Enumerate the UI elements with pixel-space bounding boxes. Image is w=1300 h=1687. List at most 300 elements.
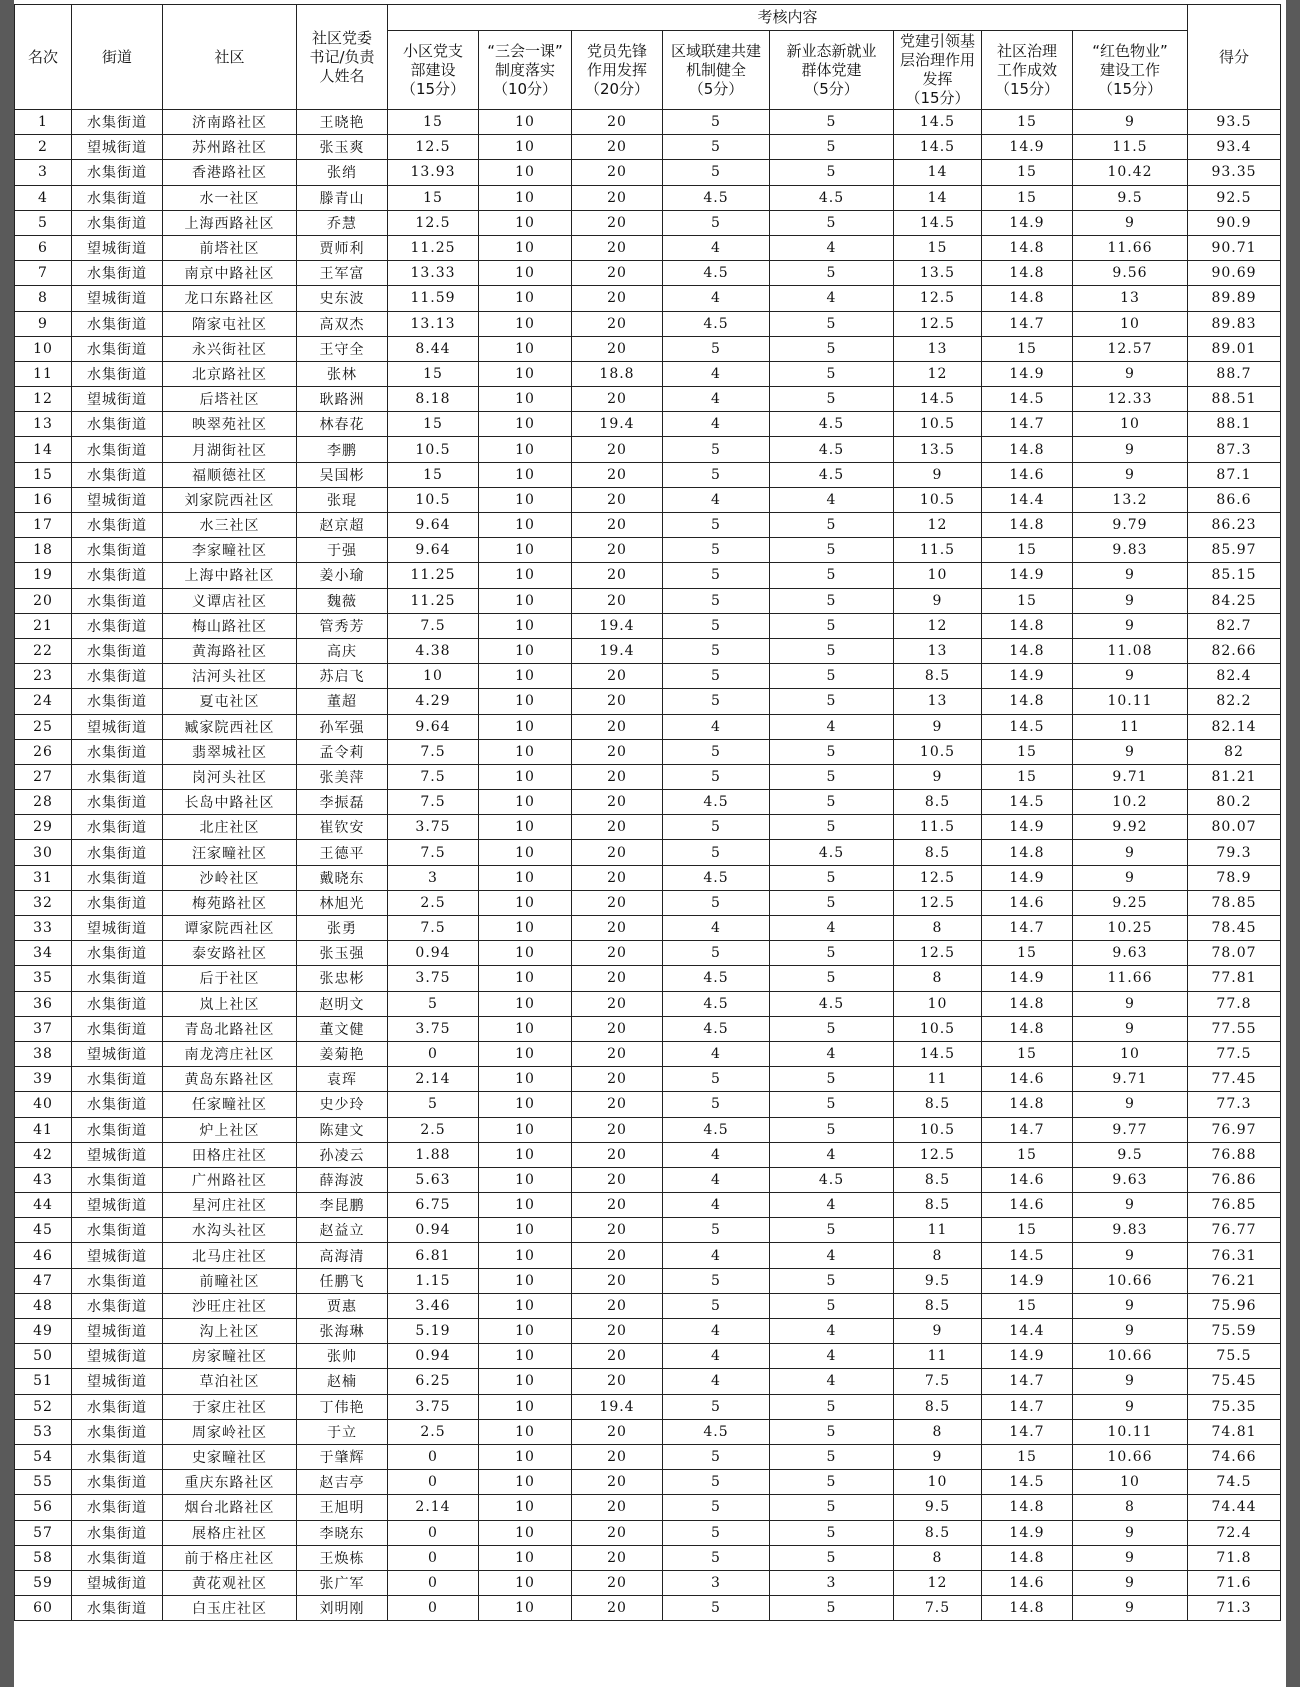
cell-total-score: 86.23 bbox=[1188, 513, 1281, 538]
cell-secretary: 林旭光 bbox=[297, 890, 388, 915]
cell-vanguard: 18.8 bbox=[572, 361, 663, 386]
cell-community: 星河庄社区 bbox=[163, 1193, 297, 1218]
cell-new-employment: 5 bbox=[770, 261, 894, 286]
cell-joint-building: 4 bbox=[663, 1142, 770, 1167]
cell-total-score: 76.97 bbox=[1188, 1117, 1281, 1142]
cell-total-score: 77.45 bbox=[1188, 1067, 1281, 1092]
cell-secretary: 吴国彬 bbox=[297, 462, 388, 487]
cell-community: 史家疃社区 bbox=[163, 1444, 297, 1469]
cell-street: 望城街道 bbox=[72, 1243, 163, 1268]
cell-governance-results: 14.8 bbox=[982, 1495, 1073, 1520]
cell-joint-building: 5 bbox=[663, 613, 770, 638]
score-table bbox=[14, 4, 1281, 1621]
cell-total-score: 89.89 bbox=[1188, 286, 1281, 311]
cell-street: 水集街道 bbox=[72, 110, 163, 135]
cell-red-property: 10 bbox=[1073, 1470, 1188, 1495]
cell-vanguard: 20 bbox=[572, 1041, 663, 1066]
cell-new-employment: 5 bbox=[770, 336, 894, 361]
cell-street: 水集街道 bbox=[72, 966, 163, 991]
cell-red-property: 11 bbox=[1073, 714, 1188, 739]
cell-secretary: 袁珲 bbox=[297, 1067, 388, 1092]
cell-three-meetings: 10 bbox=[479, 462, 572, 487]
cell-three-meetings: 10 bbox=[479, 991, 572, 1016]
cell-branch-building: 6.81 bbox=[388, 1243, 479, 1268]
cell-street: 水集街道 bbox=[72, 1067, 163, 1092]
cell-governance-results: 14.9 bbox=[982, 865, 1073, 890]
cell-community: 北京路社区 bbox=[163, 361, 297, 386]
cell-total-score: 82.66 bbox=[1188, 638, 1281, 663]
cell-street: 水集街道 bbox=[72, 1218, 163, 1243]
cell-rank: 50 bbox=[15, 1344, 72, 1369]
cell-rank: 36 bbox=[15, 991, 72, 1016]
cell-red-property: 9.63 bbox=[1073, 1167, 1188, 1192]
cell-three-meetings: 10 bbox=[479, 790, 572, 815]
cell-three-meetings: 10 bbox=[479, 1344, 572, 1369]
cell-rank: 14 bbox=[15, 437, 72, 462]
cell-joint-building: 5 bbox=[663, 941, 770, 966]
cell-street: 水集街道 bbox=[72, 1419, 163, 1444]
cell-street: 水集街道 bbox=[72, 1016, 163, 1041]
table-row bbox=[15, 1041, 1281, 1066]
cell-secretary: 张绡 bbox=[297, 160, 388, 185]
cell-vanguard: 19.4 bbox=[572, 412, 663, 437]
cell-secretary: 赵吉亭 bbox=[297, 1470, 388, 1495]
cell-branch-building: 0 bbox=[388, 1041, 479, 1066]
cell-joint-building: 5 bbox=[663, 1495, 770, 1520]
cell-rank: 18 bbox=[15, 538, 72, 563]
table-row bbox=[15, 1319, 1281, 1344]
table-row bbox=[15, 1495, 1281, 1520]
cell-red-property: 13.2 bbox=[1073, 487, 1188, 512]
cell-new-employment: 4.5 bbox=[770, 1167, 894, 1192]
cell-branch-building: 15 bbox=[388, 110, 479, 135]
cell-vanguard: 19.4 bbox=[572, 613, 663, 638]
cell-joint-building: 5 bbox=[663, 1545, 770, 1570]
cell-rank: 16 bbox=[15, 487, 72, 512]
header-group-assessment: 考核内容 bbox=[388, 5, 1188, 31]
cell-new-employment: 4 bbox=[770, 1319, 894, 1344]
cell-street: 水集街道 bbox=[72, 1268, 163, 1293]
cell-branch-building: 15 bbox=[388, 185, 479, 210]
cell-community: 后塔社区 bbox=[163, 387, 297, 412]
table-row bbox=[15, 160, 1281, 185]
cell-secretary: 张琨 bbox=[297, 487, 388, 512]
cell-three-meetings: 10 bbox=[479, 1092, 572, 1117]
cell-vanguard: 20 bbox=[572, 1218, 663, 1243]
cell-governance-results: 15 bbox=[982, 538, 1073, 563]
cell-vanguard: 20 bbox=[572, 210, 663, 235]
cell-grassroots-governance: 9.5 bbox=[894, 1495, 982, 1520]
cell-joint-building: 4.5 bbox=[663, 790, 770, 815]
cell-community: 臧家院西社区 bbox=[163, 714, 297, 739]
cell-joint-building: 4.5 bbox=[663, 1117, 770, 1142]
cell-vanguard: 20 bbox=[572, 135, 663, 160]
table-row bbox=[15, 311, 1281, 336]
cell-red-property: 9 bbox=[1073, 1243, 1188, 1268]
cell-rank: 38 bbox=[15, 1041, 72, 1066]
cell-red-property: 9 bbox=[1073, 1319, 1188, 1344]
cell-joint-building: 5 bbox=[663, 689, 770, 714]
cell-total-score: 86.6 bbox=[1188, 487, 1281, 512]
cell-secretary: 董文健 bbox=[297, 1016, 388, 1041]
cell-total-score: 74.66 bbox=[1188, 1444, 1281, 1469]
cell-governance-results: 14.8 bbox=[982, 261, 1073, 286]
cell-red-property: 9.25 bbox=[1073, 890, 1188, 915]
cell-branch-building: 1.88 bbox=[388, 1142, 479, 1167]
cell-street: 水集街道 bbox=[72, 261, 163, 286]
cell-secretary: 王德平 bbox=[297, 840, 388, 865]
cell-total-score: 82.7 bbox=[1188, 613, 1281, 638]
cell-three-meetings: 10 bbox=[479, 487, 572, 512]
header-criterion-line: （5分） bbox=[804, 79, 859, 98]
cell-red-property: 10.11 bbox=[1073, 689, 1188, 714]
header-criterion bbox=[572, 31, 663, 110]
cell-new-employment: 5 bbox=[770, 513, 894, 538]
cell-vanguard: 20 bbox=[572, 1344, 663, 1369]
cell-branch-building: 15 bbox=[388, 462, 479, 487]
cell-grassroots-governance: 11.5 bbox=[894, 538, 982, 563]
cell-governance-results: 14.7 bbox=[982, 1369, 1073, 1394]
cell-rank: 28 bbox=[15, 790, 72, 815]
cell-rank: 32 bbox=[15, 890, 72, 915]
cell-vanguard: 20 bbox=[572, 235, 663, 260]
cell-joint-building: 5 bbox=[663, 336, 770, 361]
cell-new-employment: 5 bbox=[770, 361, 894, 386]
table-row bbox=[15, 739, 1281, 764]
cell-red-property: 9.56 bbox=[1073, 261, 1188, 286]
cell-grassroots-governance: 14.5 bbox=[894, 210, 982, 235]
cell-joint-building: 4 bbox=[663, 916, 770, 941]
cell-three-meetings: 10 bbox=[479, 966, 572, 991]
cell-grassroots-governance: 8 bbox=[894, 1419, 982, 1444]
cell-grassroots-governance: 12.5 bbox=[894, 941, 982, 966]
header-criterion-line: 建设工作 bbox=[1100, 60, 1161, 79]
table-row bbox=[15, 1218, 1281, 1243]
header-criterion-line: （20分） bbox=[584, 79, 650, 98]
cell-branch-building: 11.59 bbox=[388, 286, 479, 311]
cell-total-score: 80.2 bbox=[1188, 790, 1281, 815]
cell-street: 望城街道 bbox=[72, 1369, 163, 1394]
cell-governance-results: 14.7 bbox=[982, 1419, 1073, 1444]
cell-joint-building: 5 bbox=[663, 135, 770, 160]
cell-governance-results: 14.8 bbox=[982, 235, 1073, 260]
cell-street: 水集街道 bbox=[72, 412, 163, 437]
cell-grassroots-governance: 9 bbox=[894, 462, 982, 487]
cell-secretary: 张帅 bbox=[297, 1344, 388, 1369]
cell-new-employment: 5 bbox=[770, 563, 894, 588]
cell-rank: 12 bbox=[15, 387, 72, 412]
cell-branch-building: 12.5 bbox=[388, 135, 479, 160]
cell-secretary: 崔钦安 bbox=[297, 815, 388, 840]
cell-red-property: 8 bbox=[1073, 1495, 1188, 1520]
cell-three-meetings: 10 bbox=[479, 815, 572, 840]
cell-grassroots-governance: 9 bbox=[894, 588, 982, 613]
cell-community: 济南路社区 bbox=[163, 110, 297, 135]
table-row bbox=[15, 664, 1281, 689]
cell-community: 周家岭社区 bbox=[163, 1419, 297, 1444]
cell-street: 水集街道 bbox=[72, 1596, 163, 1621]
cell-new-employment: 5 bbox=[770, 1520, 894, 1545]
cell-joint-building: 4.5 bbox=[663, 966, 770, 991]
cell-rank: 2 bbox=[15, 135, 72, 160]
cell-rank: 42 bbox=[15, 1142, 72, 1167]
header-criterion-line: 工作成效 bbox=[996, 60, 1057, 79]
cell-new-employment: 5 bbox=[770, 865, 894, 890]
cell-branch-building: 2.5 bbox=[388, 1419, 479, 1444]
cell-joint-building: 5 bbox=[663, 815, 770, 840]
cell-joint-building: 5 bbox=[663, 210, 770, 235]
cell-new-employment: 4.5 bbox=[770, 412, 894, 437]
cell-rank: 55 bbox=[15, 1470, 72, 1495]
cell-vanguard: 19.4 bbox=[572, 1394, 663, 1419]
table-row bbox=[15, 210, 1281, 235]
cell-vanguard: 20 bbox=[572, 1495, 663, 1520]
cell-governance-results: 15 bbox=[982, 110, 1073, 135]
cell-three-meetings: 10 bbox=[479, 286, 572, 311]
cell-governance-results: 14.7 bbox=[982, 1394, 1073, 1419]
cell-three-meetings: 10 bbox=[479, 764, 572, 789]
cell-three-meetings: 10 bbox=[479, 1444, 572, 1469]
cell-secretary: 董超 bbox=[297, 689, 388, 714]
header-criterion-line: 部建设 bbox=[410, 60, 456, 79]
cell-three-meetings: 10 bbox=[479, 1268, 572, 1293]
cell-grassroots-governance: 11.5 bbox=[894, 815, 982, 840]
cell-street: 水集街道 bbox=[72, 664, 163, 689]
cell-rank: 30 bbox=[15, 840, 72, 865]
cell-rank: 19 bbox=[15, 563, 72, 588]
table-row bbox=[15, 185, 1281, 210]
cell-street: 水集街道 bbox=[72, 361, 163, 386]
cell-joint-building: 5 bbox=[663, 1268, 770, 1293]
cell-governance-results: 15 bbox=[982, 739, 1073, 764]
cell-community: 前于格庄社区 bbox=[163, 1545, 297, 1570]
cell-community: 长岛中路社区 bbox=[163, 790, 297, 815]
cell-governance-results: 14.8 bbox=[982, 991, 1073, 1016]
cell-community: 龙口东路社区 bbox=[163, 286, 297, 311]
cell-secretary: 姜菊艳 bbox=[297, 1041, 388, 1066]
cell-total-score: 75.45 bbox=[1188, 1369, 1281, 1394]
cell-three-meetings: 10 bbox=[479, 714, 572, 739]
cell-total-score: 76.21 bbox=[1188, 1268, 1281, 1293]
cell-branch-building: 5 bbox=[388, 1092, 479, 1117]
cell-vanguard: 20 bbox=[572, 588, 663, 613]
cell-new-employment: 4 bbox=[770, 916, 894, 941]
cell-street: 水集街道 bbox=[72, 1495, 163, 1520]
table-row bbox=[15, 361, 1281, 386]
cell-vanguard: 20 bbox=[572, 1369, 663, 1394]
cell-rank: 5 bbox=[15, 210, 72, 235]
cell-community: 永兴街社区 bbox=[163, 336, 297, 361]
cell-branch-building: 11.25 bbox=[388, 235, 479, 260]
cell-red-property: 12.57 bbox=[1073, 336, 1188, 361]
cell-governance-results: 14.6 bbox=[982, 1193, 1073, 1218]
cell-joint-building: 4 bbox=[663, 387, 770, 412]
cell-total-score: 76.86 bbox=[1188, 1167, 1281, 1192]
cell-new-employment: 4 bbox=[770, 1243, 894, 1268]
cell-governance-results: 14.6 bbox=[982, 1570, 1073, 1595]
cell-three-meetings: 10 bbox=[479, 1041, 572, 1066]
cell-governance-results: 14.7 bbox=[982, 412, 1073, 437]
cell-branch-building: 0.94 bbox=[388, 1218, 479, 1243]
cell-new-employment: 4 bbox=[770, 1041, 894, 1066]
cell-street: 水集街道 bbox=[72, 1444, 163, 1469]
cell-secretary: 姜小瑜 bbox=[297, 563, 388, 588]
cell-community: 北庄社区 bbox=[163, 815, 297, 840]
cell-secretary: 赵益立 bbox=[297, 1218, 388, 1243]
cell-new-employment: 4.5 bbox=[770, 185, 894, 210]
cell-secretary: 史东波 bbox=[297, 286, 388, 311]
cell-governance-results: 14.8 bbox=[982, 689, 1073, 714]
cell-branch-building: 10.5 bbox=[388, 437, 479, 462]
cell-governance-results: 14.8 bbox=[982, 513, 1073, 538]
cell-grassroots-governance: 10.5 bbox=[894, 739, 982, 764]
cell-community: 广州路社区 bbox=[163, 1167, 297, 1192]
cell-grassroots-governance: 8.5 bbox=[894, 1394, 982, 1419]
cell-community: 重庆东路社区 bbox=[163, 1470, 297, 1495]
cell-total-score: 90.71 bbox=[1188, 235, 1281, 260]
cell-vanguard: 20 bbox=[572, 1016, 663, 1041]
cell-grassroots-governance: 8.5 bbox=[894, 664, 982, 689]
cell-joint-building: 3 bbox=[663, 1570, 770, 1595]
cell-red-property: 9 bbox=[1073, 1193, 1188, 1218]
cell-secretary: 李晓东 bbox=[297, 1520, 388, 1545]
cell-community: 前疃社区 bbox=[163, 1268, 297, 1293]
header-criterion-line: 作用发挥 bbox=[586, 60, 647, 79]
cell-total-score: 75.5 bbox=[1188, 1344, 1281, 1369]
cell-grassroots-governance: 14.5 bbox=[894, 387, 982, 412]
cell-red-property: 9 bbox=[1073, 1520, 1188, 1545]
cell-grassroots-governance: 8.5 bbox=[894, 1167, 982, 1192]
cell-grassroots-governance: 13 bbox=[894, 336, 982, 361]
cell-new-employment: 5 bbox=[770, 538, 894, 563]
cell-vanguard: 20 bbox=[572, 1092, 663, 1117]
cell-vanguard: 20 bbox=[572, 1167, 663, 1192]
cell-red-property: 10 bbox=[1073, 1041, 1188, 1066]
cell-street: 水集街道 bbox=[72, 815, 163, 840]
cell-branch-building: 11.25 bbox=[388, 588, 479, 613]
cell-street: 水集街道 bbox=[72, 563, 163, 588]
cell-three-meetings: 10 bbox=[479, 840, 572, 865]
cell-rank: 29 bbox=[15, 815, 72, 840]
cell-rank: 34 bbox=[15, 941, 72, 966]
cell-vanguard: 20 bbox=[572, 815, 663, 840]
table-row bbox=[15, 1444, 1281, 1469]
cell-red-property: 9 bbox=[1073, 110, 1188, 135]
header-criterion-line: 制度落实 bbox=[494, 60, 555, 79]
cell-vanguard: 20 bbox=[572, 890, 663, 915]
cell-community: 房家疃社区 bbox=[163, 1344, 297, 1369]
header-secretary-line: 人姓名 bbox=[319, 66, 365, 85]
cell-red-property: 11.66 bbox=[1073, 966, 1188, 991]
cell-secretary: 魏薇 bbox=[297, 588, 388, 613]
cell-red-property: 9.63 bbox=[1073, 941, 1188, 966]
cell-three-meetings: 10 bbox=[479, 739, 572, 764]
cell-rank: 52 bbox=[15, 1394, 72, 1419]
cell-total-score: 87.3 bbox=[1188, 437, 1281, 462]
cell-branch-building: 9.64 bbox=[388, 538, 479, 563]
cell-three-meetings: 10 bbox=[479, 689, 572, 714]
cell-total-score: 81.21 bbox=[1188, 764, 1281, 789]
cell-branch-building: 13.33 bbox=[388, 261, 479, 286]
cell-secretary: 李昆鹏 bbox=[297, 1193, 388, 1218]
cell-street: 水集街道 bbox=[72, 1092, 163, 1117]
cell-three-meetings: 10 bbox=[479, 1193, 572, 1218]
cell-governance-results: 14.8 bbox=[982, 286, 1073, 311]
cell-red-property: 9 bbox=[1073, 1596, 1188, 1621]
cell-total-score: 75.96 bbox=[1188, 1293, 1281, 1318]
cell-branch-building: 2.5 bbox=[388, 890, 479, 915]
cell-rank: 11 bbox=[15, 361, 72, 386]
cell-joint-building: 5 bbox=[663, 1444, 770, 1469]
cell-community: 草泊社区 bbox=[163, 1369, 297, 1394]
cell-vanguard: 19.4 bbox=[572, 638, 663, 663]
cell-red-property: 10.2 bbox=[1073, 790, 1188, 815]
cell-three-meetings: 10 bbox=[479, 941, 572, 966]
cell-branch-building: 5.19 bbox=[388, 1319, 479, 1344]
cell-vanguard: 20 bbox=[572, 563, 663, 588]
cell-new-employment: 5 bbox=[770, 613, 894, 638]
cell-rank: 27 bbox=[15, 764, 72, 789]
cell-community: 香港路社区 bbox=[163, 160, 297, 185]
cell-governance-results: 14.8 bbox=[982, 613, 1073, 638]
cell-branch-building: 5 bbox=[388, 991, 479, 1016]
cell-rank: 39 bbox=[15, 1067, 72, 1092]
table-row bbox=[15, 487, 1281, 512]
cell-total-score: 82.4 bbox=[1188, 664, 1281, 689]
header-criterion bbox=[479, 31, 572, 110]
cell-secretary: 王守全 bbox=[297, 336, 388, 361]
table-row bbox=[15, 336, 1281, 361]
cell-grassroots-governance: 14 bbox=[894, 185, 982, 210]
cell-new-employment: 5 bbox=[770, 160, 894, 185]
cell-rank: 58 bbox=[15, 1545, 72, 1570]
cell-vanguard: 20 bbox=[572, 941, 663, 966]
table-row bbox=[15, 110, 1281, 135]
cell-new-employment: 4 bbox=[770, 286, 894, 311]
cell-vanguard: 20 bbox=[572, 714, 663, 739]
cell-joint-building: 4.5 bbox=[663, 1016, 770, 1041]
cell-rank: 6 bbox=[15, 235, 72, 260]
cell-three-meetings: 10 bbox=[479, 336, 572, 361]
cell-branch-building: 3.46 bbox=[388, 1293, 479, 1318]
cell-joint-building: 5 bbox=[663, 160, 770, 185]
cell-branch-building: 0.94 bbox=[388, 1344, 479, 1369]
cell-joint-building: 4 bbox=[663, 487, 770, 512]
cell-street: 水集街道 bbox=[72, 613, 163, 638]
cell-vanguard: 20 bbox=[572, 1193, 663, 1218]
cell-branch-building: 0 bbox=[388, 1520, 479, 1545]
cell-rank: 21 bbox=[15, 613, 72, 638]
cell-branch-building: 0 bbox=[388, 1470, 479, 1495]
cell-community: 翡翠城社区 bbox=[163, 739, 297, 764]
cell-street: 望城街道 bbox=[72, 387, 163, 412]
cell-secretary: 薛海波 bbox=[297, 1167, 388, 1192]
cell-secretary: 李鹏 bbox=[297, 437, 388, 462]
cell-rank: 23 bbox=[15, 664, 72, 689]
cell-vanguard: 20 bbox=[572, 336, 663, 361]
cell-community: 黄海路社区 bbox=[163, 638, 297, 663]
cell-grassroots-governance: 14.5 bbox=[894, 1041, 982, 1066]
cell-community: 梅山路社区 bbox=[163, 613, 297, 638]
cell-street: 水集街道 bbox=[72, 689, 163, 714]
cell-branch-building: 7.5 bbox=[388, 739, 479, 764]
cell-joint-building: 5 bbox=[663, 437, 770, 462]
cell-total-score: 85.15 bbox=[1188, 563, 1281, 588]
cell-governance-results: 15 bbox=[982, 185, 1073, 210]
cell-three-meetings: 10 bbox=[479, 1596, 572, 1621]
table-row bbox=[15, 412, 1281, 437]
cell-total-score: 93.35 bbox=[1188, 160, 1281, 185]
